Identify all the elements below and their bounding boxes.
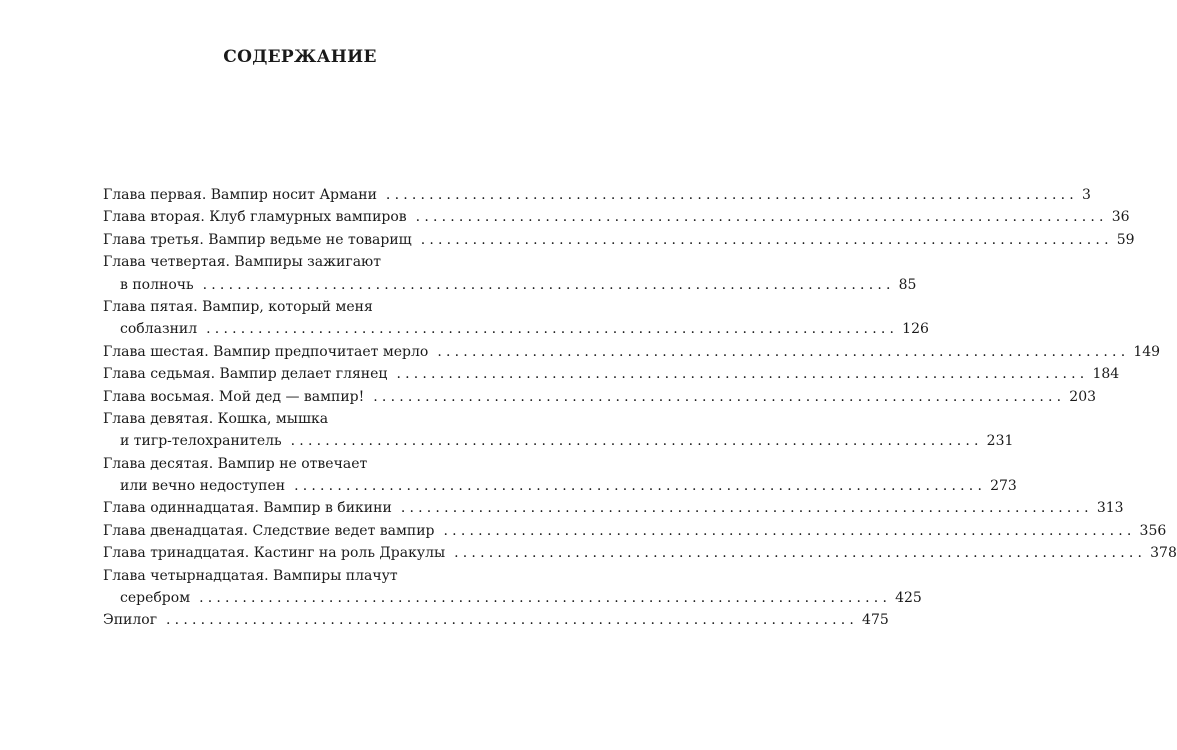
toc-entry	[103, 609, 889, 631]
toc-entry-line	[103, 296, 499, 318]
toc-page-number: 59	[1116, 231, 1135, 248]
toc-entry	[103, 520, 1167, 542]
toc-page-number: 378	[1150, 545, 1177, 562]
toc-entry-title: Глава одиннадцатая. Вампир в бикини	[103, 500, 392, 517]
toc-page-number: 475	[862, 612, 889, 629]
toc-page-number: 3	[1081, 187, 1091, 203]
toc-entry-title: Глава вторая. Клуб гламурных вампиров	[103, 209, 407, 226]
toc-page-number: 36	[1111, 209, 1130, 226]
toc-entry-title: Глава шестая. Вампир предпочитает мерло	[103, 343, 429, 360]
toc-entry	[103, 542, 1177, 564]
dot-leader: ................................................................................	[415, 209, 1108, 226]
dot-leader: ................................................................................	[443, 522, 1136, 539]
dot-leader: ................................................................................	[420, 231, 1113, 248]
toc-page-number: 356	[1139, 522, 1167, 539]
toc-entry-line	[103, 386, 1097, 408]
toc-entry-title: Глава тринадцатая. Кастинг на роль Дракулы	[103, 545, 446, 562]
toc-entry-line	[103, 453, 499, 475]
toc-entry	[103, 497, 1124, 519]
toc-entry-title: в полночь	[120, 276, 194, 293]
toc-entry-title: Глава третья. Вампир ведьме не товарищ	[103, 231, 412, 248]
dot-leader: ................................................................................	[166, 612, 859, 629]
dot-leader: ................................................................................	[206, 321, 899, 338]
toc-entry-title: Глава четвертая. Вампиры зажигают	[103, 254, 381, 271]
toc-entry-line	[103, 497, 1124, 519]
toc-entry	[103, 408, 1014, 453]
toc-entry-title: и тигр-телохранитель	[120, 433, 282, 450]
toc-entry-title: Глава девятая. Кошка, мышка	[103, 410, 329, 427]
toc-page-number: 231	[986, 433, 1014, 450]
toc-entry-continuation-line	[103, 430, 1014, 452]
toc-entry-line	[103, 184, 1091, 206]
toc-entry-line	[103, 363, 1120, 385]
toc-entry-continuation-line	[103, 274, 917, 296]
toc-entry-line	[103, 609, 889, 631]
toc-entry-continuation-line	[103, 587, 922, 609]
toc-entry-title: соблазнил	[120, 321, 198, 338]
toc-entry	[103, 229, 1135, 251]
toc-entry-line	[103, 341, 1161, 363]
toc-entry-line	[103, 251, 499, 273]
toc-entry-line	[103, 542, 1177, 564]
dot-leader: ................................................................................	[385, 187, 1078, 203]
toc-entry-line	[103, 520, 1167, 542]
toc-page-number: 425	[895, 590, 922, 607]
toc-entry-title: или вечно недоступен	[120, 478, 286, 495]
toc-entry	[103, 386, 1097, 408]
toc-entry	[103, 251, 917, 296]
toc-entry	[103, 296, 929, 341]
toc-entry-title: Глава десятая. Вампир не отвечает	[103, 455, 368, 472]
toc-entry-title: Глава двенадцатая. Следствие ведет вампир	[103, 522, 435, 539]
toc-entry-line	[103, 229, 1135, 251]
toc-entry-line	[103, 408, 499, 430]
toc-entry-title: Глава восьмая. Мой дед — вампир!	[103, 388, 365, 405]
toc-entry-title: Глава первая. Вампир носит Армани	[103, 187, 377, 203]
toc-entry	[103, 341, 1161, 363]
toc-entry-title: серебром	[120, 590, 191, 607]
dot-leader: ................................................................................	[454, 545, 1147, 562]
toc-entry	[103, 206, 1130, 228]
toc-entry-line	[103, 565, 499, 587]
toc-entry-title: Глава седьмая. Вампир делает глянец	[103, 366, 388, 383]
dot-leader: ................................................................................	[437, 343, 1130, 360]
toc-page-number: 313	[1096, 500, 1124, 517]
dot-leader: ................................................................................	[290, 433, 983, 450]
toc-entry-continuation-line	[103, 475, 1017, 497]
dot-leader: ................................................................................	[202, 276, 895, 293]
toc-entry	[103, 184, 1091, 206]
toc-page-number: 203	[1069, 388, 1097, 405]
toc-entry	[103, 453, 1017, 498]
toc-page-number: 85	[898, 276, 917, 293]
toc-entry-title: Глава четырнадцатая. Вампиры плачут	[103, 567, 398, 584]
toc-entry-continuation-line	[103, 318, 929, 340]
table-of-contents	[103, 184, 1177, 632]
toc-page-number: 126	[902, 321, 929, 338]
dot-leader: ................................................................................	[199, 590, 892, 607]
toc-page-number: 184	[1092, 366, 1120, 383]
toc-page-number: 273	[990, 478, 1017, 495]
toc-entry-title: Глава пятая. Вампир, который меня	[103, 298, 373, 315]
toc-entry	[103, 565, 922, 610]
dot-leader: ................................................................................	[373, 388, 1066, 405]
toc-page-number: 149	[1133, 343, 1161, 360]
toc-entry-line	[103, 206, 1130, 228]
toc-entry-title: Эпилог	[103, 612, 158, 629]
toc-entry	[103, 363, 1120, 385]
dot-leader: ................................................................................	[294, 478, 987, 495]
dot-leader: ................................................................................	[396, 366, 1089, 383]
dot-leader: ................................................................................	[400, 500, 1093, 517]
page-title: СОДЕРЖАНИЕ	[223, 47, 377, 67]
